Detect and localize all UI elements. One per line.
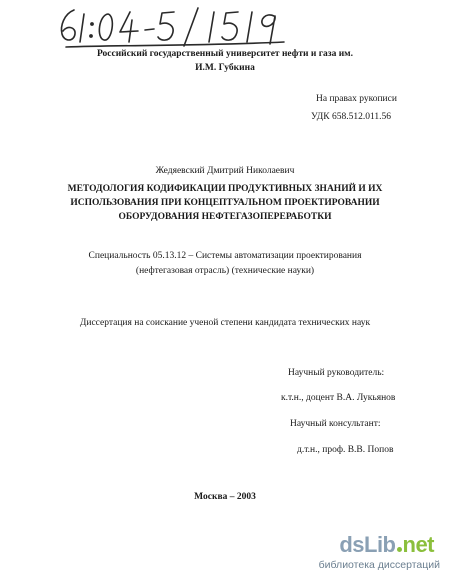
dissertation-title-line1: МЕТОДОЛОГИЯ КОДИФИКАЦИИ ПРОДУКТИВНЫХ ЗНАНИЙ И ИХ — [67, 184, 383, 194]
dslib-logo-part1: dsLib — [339, 532, 396, 557]
university-name-line1: Российский государственный университет нефти и газа им. — [96, 49, 354, 59]
consultant-label: Научный консультант: — [290, 419, 381, 429]
supervisor-label: Научный руководитель: — [288, 368, 385, 378]
dslib-logo-part2: net — [402, 532, 434, 557]
city-year: Москва – 2003 — [194, 492, 256, 502]
consultant-name: д.т.н., проф. В.В. Попов — [297, 445, 394, 455]
specialty-line2: (нефтегазовая отрасль) (технические науки) — [135, 266, 315, 276]
supervisor-name: к.т.н., доцент В.А. Лукьянов — [281, 393, 396, 403]
specialty-line1: Специальность 05.13.12 – Системы автоматизации проектирования — [88, 251, 362, 261]
handwritten-archive-number — [52, 2, 292, 50]
author-name: Жедяевский Дмитрий Николаевич — [155, 166, 295, 176]
dissertation-title-line2: ИСПОЛЬЗОВАНИЯ ПРИ КОНЦЕПТУАЛЬНОМ ПРОЕКТИРОВАНИИ — [70, 198, 380, 208]
dslib-tagline: библиотека диссертаций — [318, 559, 440, 571]
dslib-watermark — [318, 531, 444, 575]
logo-dot-icon — [397, 547, 402, 552]
university-name-line2: И.М. Губкина — [195, 63, 255, 73]
dissertation-degree: Диссертация на соискание ученой степени кандидата технических наук — [79, 318, 371, 328]
udk-code: УДК 658.512.011.56 — [311, 112, 391, 122]
manuscript-rights: На правах рукописи — [316, 94, 397, 104]
dissertation-title-line3: ОБОРУДОВАНИЯ НЕФТЕГАЗОПЕРЕРАБОТКИ — [118, 212, 332, 222]
dslib-logo — [339, 531, 434, 559]
